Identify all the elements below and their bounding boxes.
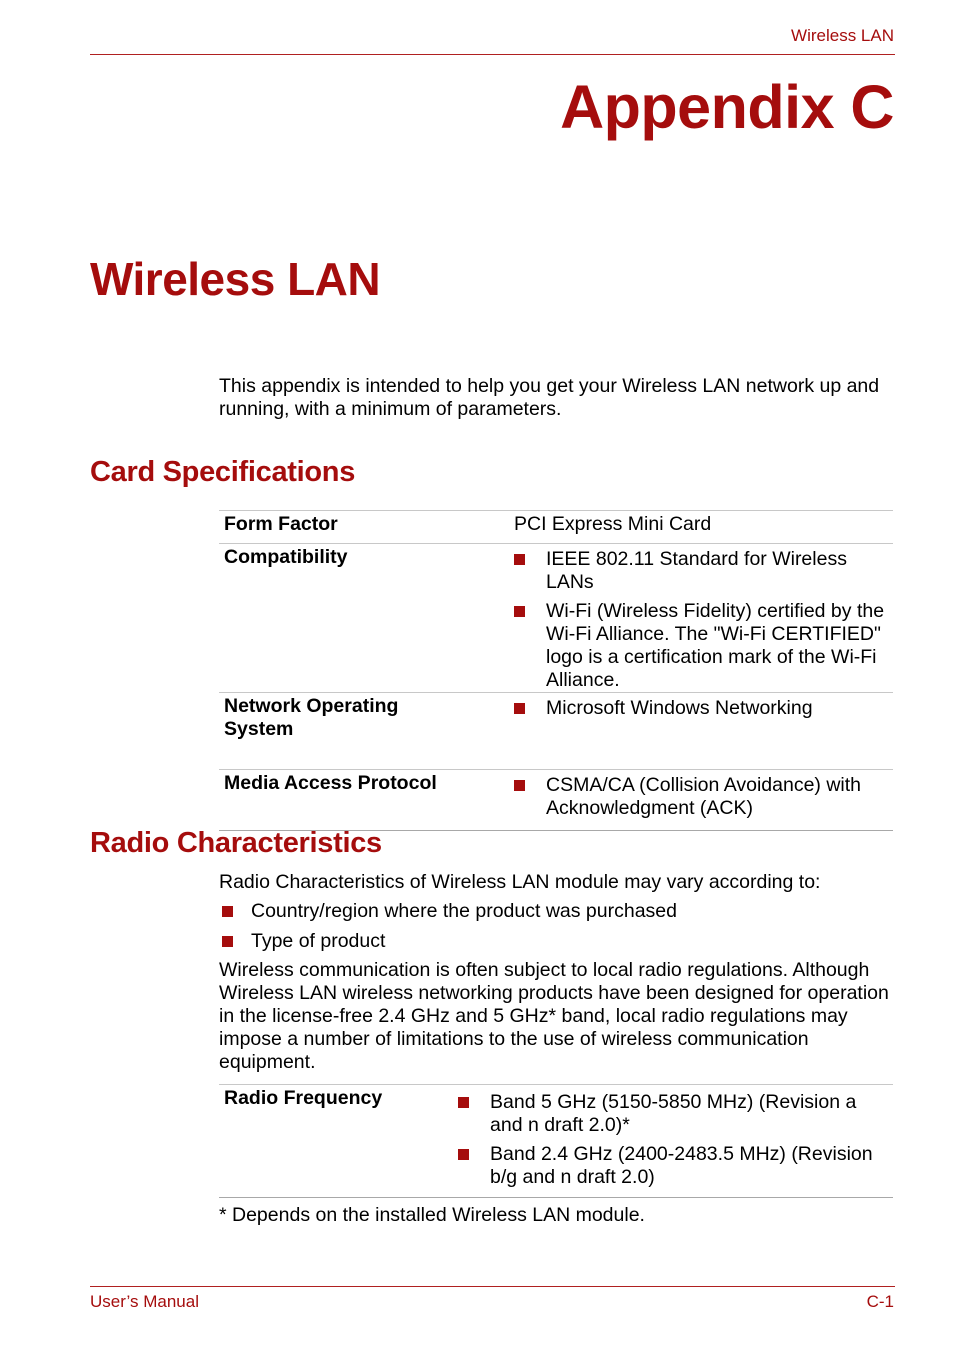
card-specs-table <box>219 510 893 831</box>
table-row <box>219 1085 893 1198</box>
chapter-title: Appendix C <box>560 73 894 141</box>
section-title: Wireless LAN <box>90 253 381 305</box>
table-row <box>219 770 893 831</box>
footnote: * Depends on the installed Wireless LAN module. <box>219 1204 645 1226</box>
square-bullet-icon <box>458 1097 469 1108</box>
square-bullet-icon <box>458 1149 469 1160</box>
row-label: Form Factor <box>219 511 510 544</box>
header-rule <box>90 54 895 55</box>
square-bullet-icon <box>514 780 525 791</box>
table-row <box>219 511 893 544</box>
footer-left: User’s Manual <box>90 1292 199 1311</box>
list-item: Microsoft Windows Networking <box>514 697 887 720</box>
list-item: Country/region where the product was purchased <box>219 900 899 923</box>
page-number: C-1 <box>866 1292 894 1311</box>
list-item: Wi-Fi (Wireless Fidelity) certified by the Wi-Fi Alliance. The "Wi-Fi CERTIFIED" logo is a certification mark of the Wi-Fi Alliance. <box>514 600 887 692</box>
list-item: CSMA/CA (Collision Avoidance) with Acknowledgment (ACK) <box>514 774 887 820</box>
list-item: Type of product <box>219 930 899 953</box>
square-bullet-icon <box>514 606 525 617</box>
square-bullet-icon <box>222 936 233 947</box>
radio-table <box>219 1084 893 1198</box>
card-specs-heading: Card Specifications <box>90 456 356 488</box>
row-label: Compatibility <box>219 544 510 693</box>
list-item: IEEE 802.11 Standard for Wireless LANs <box>514 548 887 594</box>
list-item: Band 5 GHz (5150-5850 MHz) (Revision a and n draft 2.0)* <box>458 1091 887 1137</box>
table-row <box>219 693 893 770</box>
footer-rule <box>90 1286 895 1287</box>
row-value: PCI Express Mini Card <box>510 511 893 544</box>
square-bullet-icon <box>222 906 233 917</box>
radio-heading: Radio Characteristics <box>90 827 382 859</box>
row-label: Media Access Protocol <box>219 770 510 831</box>
square-bullet-icon <box>514 703 525 714</box>
radio-intro: Radio Characteristics of Wireless LAN module may vary according to: <box>219 871 821 893</box>
intro-paragraph <box>219 375 899 421</box>
row-label: Radio Frequency <box>219 1085 454 1198</box>
radio-body: Wireless communication is often subject to local radio regulations. Although Wireless LAN wireless networking products have been designed for operation in the license-free 2.4 GHz and 5 GHz* band, local radio regulations may impose a number of limitations to the use of wireless communication equipment. <box>219 959 889 1073</box>
row-label: Network Operating System <box>219 693 510 770</box>
table-row <box>219 544 893 693</box>
square-bullet-icon <box>514 554 525 565</box>
intro-text: This appendix is intended to help you get your Wireless LAN network up and running, with a minimum of parameters. <box>219 375 880 420</box>
list-item: Band 2.4 GHz (2400-2483.5 MHz) (Revision b/g and n draft 2.0) <box>458 1143 887 1189</box>
running-head: Wireless LAN <box>791 26 894 45</box>
